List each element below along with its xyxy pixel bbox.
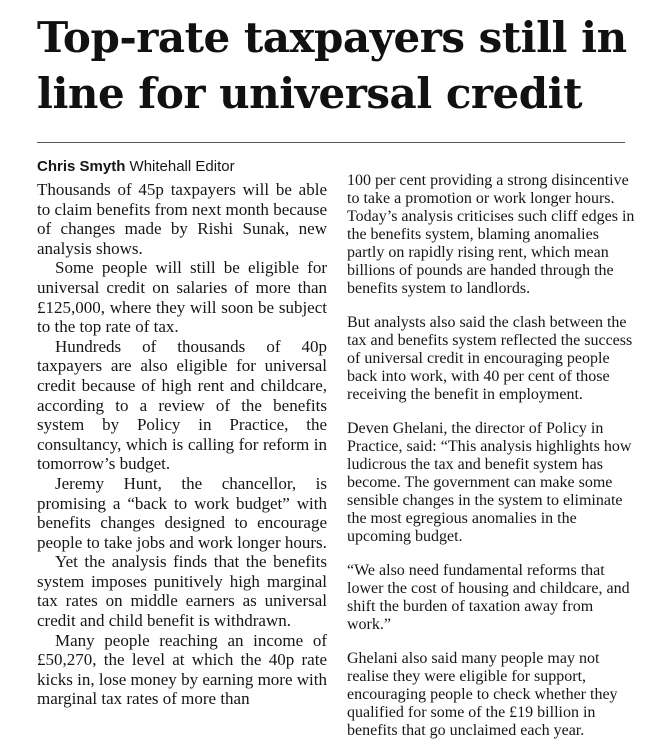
article-body bbox=[37, 156, 637, 756]
column-1 bbox=[37, 156, 327, 756]
paragraph: Many people reaching an income of £50,270, the level at which the 40p rate kicks in, lose money by earning more with marginal tax rates of more than bbox=[37, 630, 327, 709]
paragraph: Some people will still be eligible for universal credit on salaries of more than £125,000, where they will soon be subject to the top rate of tax. bbox=[37, 258, 327, 337]
byline bbox=[37, 156, 327, 178]
byline-author: Chris Smyth bbox=[37, 158, 126, 175]
headline: Top-rate taxpayers still in line for universal credit bbox=[37, 13, 627, 118]
headline-rule bbox=[37, 142, 625, 143]
paragraph: 100 per cent providing a strong disincentive to take a promotion or work longer hours. Today’s analysis criticises such cliff edges in the benefits system, blaming anomalies partly on rapidly rising rent, which mean billions of pounds are handed through the benefits system to landlords. bbox=[347, 172, 635, 297]
paragraph: Thousands of 45p taxpayers will be able to claim benefits from next month because of changes made by Rishi Sunak, new analysis shows. bbox=[37, 180, 327, 258]
paragraph: “We also need fundamental reforms that lower the cost of housing and childcare, and shift the burden of taxation away from work.” bbox=[347, 562, 630, 633]
paragraph: Deven Ghelani, the director of Policy in Practice, said: “This analysis highlights how ludicrous the tax and benefit system has become. The government can make some sensible changes in the system to eliminate the most egregious anomalies in the upcoming budget. bbox=[347, 420, 632, 545]
paragraph: Yet the analysis finds that the benefits system imposes punitively high marginal tax rates on middle earners as universal credit and child benefit is withdrawn. bbox=[37, 552, 327, 631]
paragraph: Jeremy Hunt, the chancellor, is promising a “back to work budget” with benefits changes designed to encourage people to take jobs and work longer hours. bbox=[37, 473, 327, 552]
byline-role: Whitehall Editor bbox=[129, 158, 235, 175]
paragraph: But analysts also said the clash between the tax and benefits system reflected the success of universal credit in encouraging people back into work, with 40 per cent of those receiving the benefit in employment. bbox=[347, 314, 633, 403]
column-2 bbox=[347, 156, 637, 756]
paragraph: Ghelani also said many people may not realise they were eligible for support, encouraging people to check whether they qualified for some of the £19 billion in benefits that go unclaimed each year. bbox=[347, 650, 618, 739]
paragraph: Hundreds of thousands of 40p taxpayers are also eligible for universal credit because of high rent and childcare, according to a review of the benefits system by Policy in Practice, the consultancy, which is calling for reform in tomorrow’s budget. bbox=[37, 336, 327, 474]
